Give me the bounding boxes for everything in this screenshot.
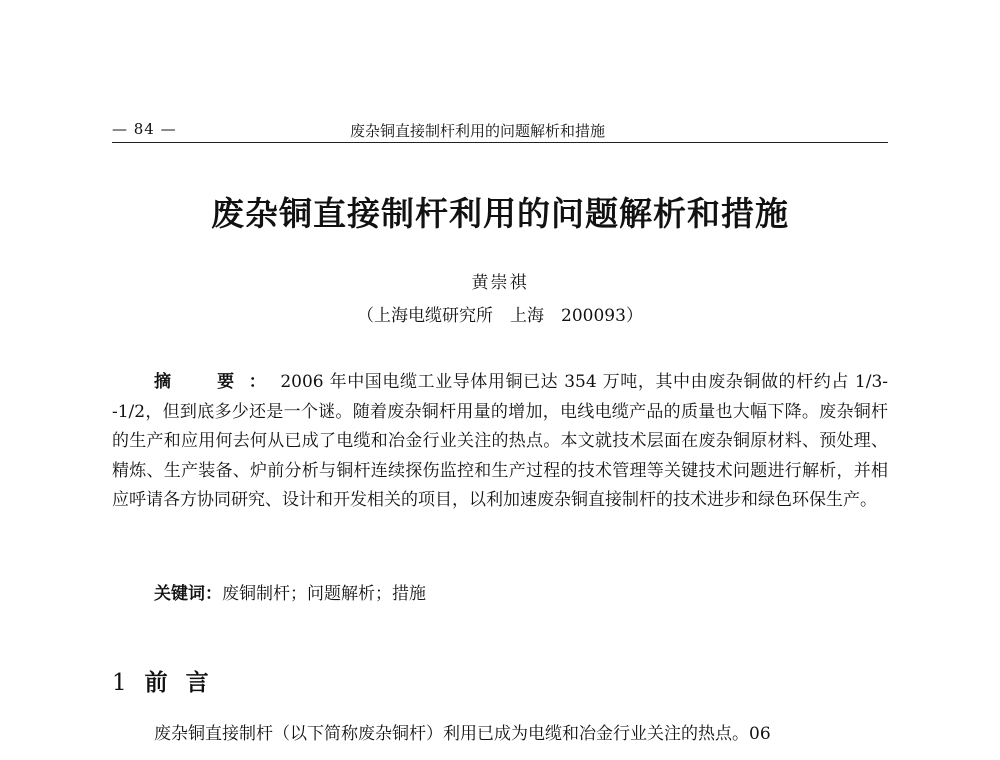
abstract-text: 2006 年中国电缆工业导体用铜已达 354 万吨，其中由废杂铜做的杆约占 1/3--1/2，但到底多少还是一个谜。随着废杂铜杆用量的增加，电线电缆产品的质量也大幅下降。废杂铜杆的生产和应用何去何从已成了电缆和冶金行业关注的热点。本文就技术层面在废杂铜原材料、预处理、精炼、生产装备、炉前分析与铜杆连续探伤监控和生产过程的技术管理等关键技术问题进行解析，并相应呼请各方协同研究、设计和开发相关的项目，以利加速废杂铜直接制杆的技术进步和绿色环保生产。 [112, 372, 889, 510]
section-heading [112, 664, 227, 697]
section-title: 前言 [144, 669, 227, 696]
keywords-text: 废铜制杆；问题解析；措施 [222, 584, 426, 604]
author-affiliation: （上海电缆研究所 上海 200093） [357, 306, 643, 326]
header-rule [112, 142, 888, 143]
abstract [112, 368, 888, 516]
running-title: 废杂铜直接制杆利用的问题解析和措施 [350, 122, 606, 140]
keywords-label: 关键词： [154, 584, 222, 604]
abstract-label: 摘 要： [154, 372, 281, 392]
page-number: — 84 — [112, 120, 177, 138]
section-number: 1 [112, 670, 127, 696]
author-name: 黄崇祺 [471, 273, 529, 293]
paper-title: 废杂铜直接制杆利用的问题解析和措施 [211, 194, 789, 233]
body-paragraph: 废杂铜直接制杆（以下简称废杂铜杆）利用已成为电缆和冶金行业关注的热点。06 [154, 724, 771, 744]
keywords [154, 580, 888, 609]
running-header [112, 118, 888, 142]
